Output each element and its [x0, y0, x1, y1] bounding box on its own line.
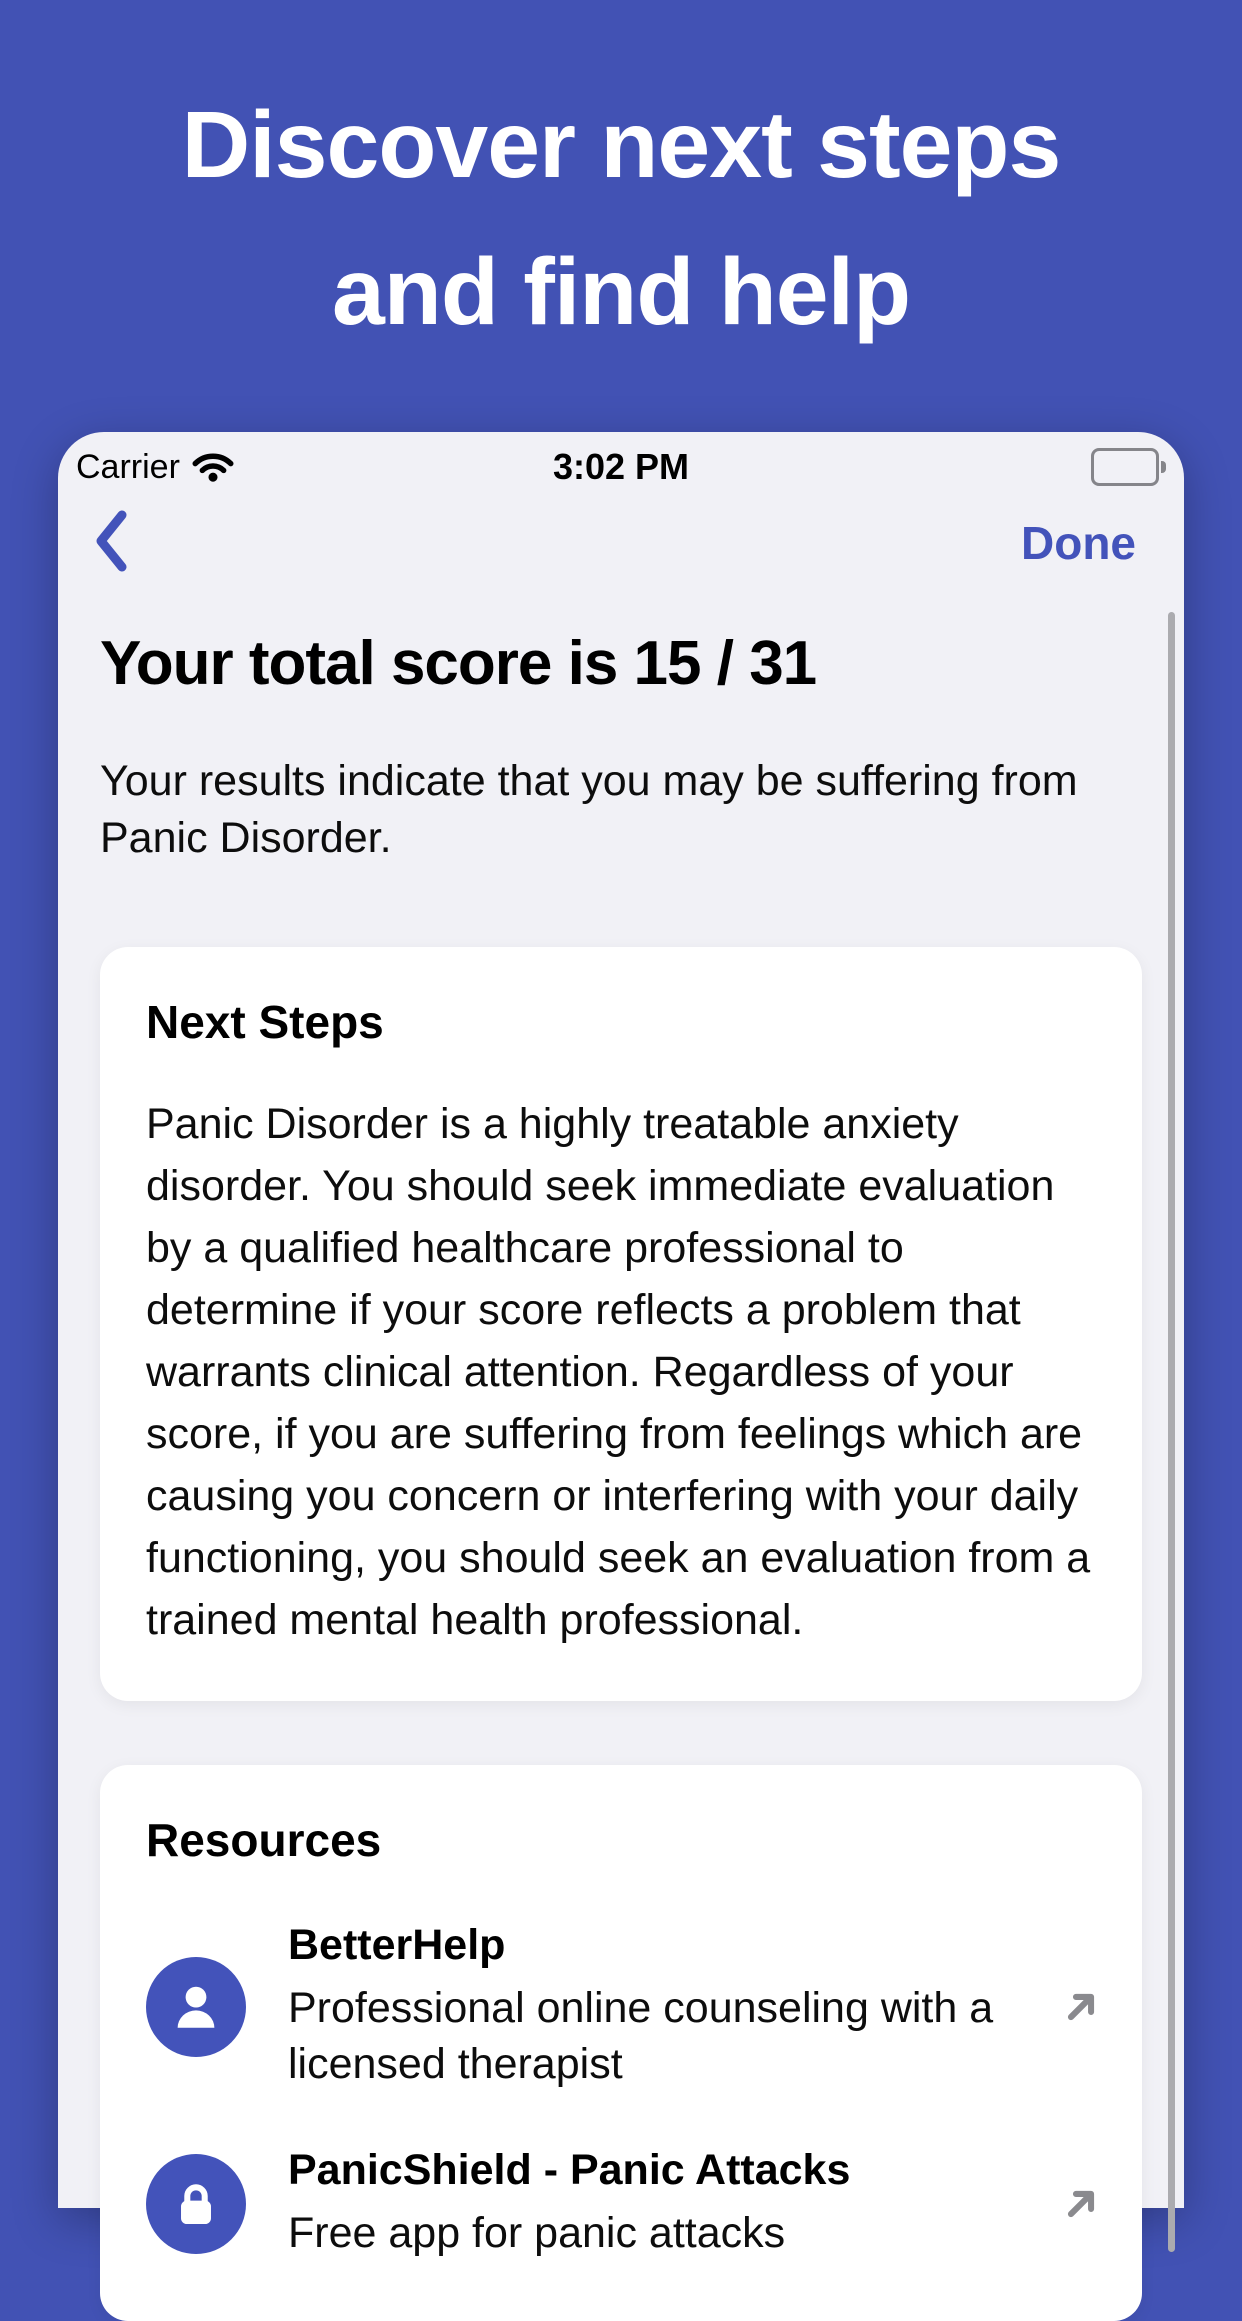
back-button[interactable] — [94, 510, 128, 577]
results-content — [58, 628, 1184, 2321]
hero-heading-line2: and find help — [331, 239, 911, 345]
next-steps-card — [100, 947, 1142, 1701]
person-icon — [146, 1957, 246, 2057]
hero-heading — [0, 72, 1242, 366]
resource-name: BetterHelp — [288, 1921, 506, 1969]
hero-heading-line1: Discover next steps — [181, 92, 1061, 198]
status-time: 3:02 PM — [552, 446, 690, 487]
resource-description: Free app for panic attacks — [288, 2209, 786, 2257]
external-link-icon — [1058, 2181, 1104, 2227]
resources-title: Resources — [146, 1814, 382, 1866]
done-button[interactable]: Done — [1021, 517, 1136, 569]
resource-description: Professional online counseling with a licensed therapist — [288, 1984, 994, 2088]
resource-item-panicshield[interactable] — [146, 2146, 1104, 2261]
resource-item-betterhelp[interactable] — [146, 1921, 1104, 2092]
score-title: Your total score is 15 / 31 — [100, 629, 817, 698]
phone-mockup — [58, 432, 1184, 2257]
chevron-left-icon — [94, 510, 128, 577]
nav-bar — [58, 492, 1184, 594]
status-bar — [58, 432, 1184, 492]
resources-card — [100, 1765, 1142, 2321]
resource-name: PanicShield - Panic Attacks — [288, 2146, 851, 2194]
score-subtitle: Your results indicate that you may be suffering from Panic Disorder. — [100, 757, 1078, 862]
lock-icon — [146, 2154, 246, 2254]
carrier-label: Carrier — [76, 447, 180, 486]
next-steps-title: Next Steps — [146, 996, 384, 1048]
scrollbar[interactable] — [1168, 612, 1175, 2252]
external-link-icon — [1058, 1984, 1104, 2030]
next-steps-body: Panic Disorder is a highly treatable anxiety disorder. You should seek immediate evaluation by a qualified healthcare professional to determine if your score reflects a problem that warrants clinical attention. Regardless of your score, if you are suffering from feelings which are causing you concern or interfering with your daily functioning, you should seek an evaluation from a trained mental health professional. — [146, 1100, 1091, 1644]
